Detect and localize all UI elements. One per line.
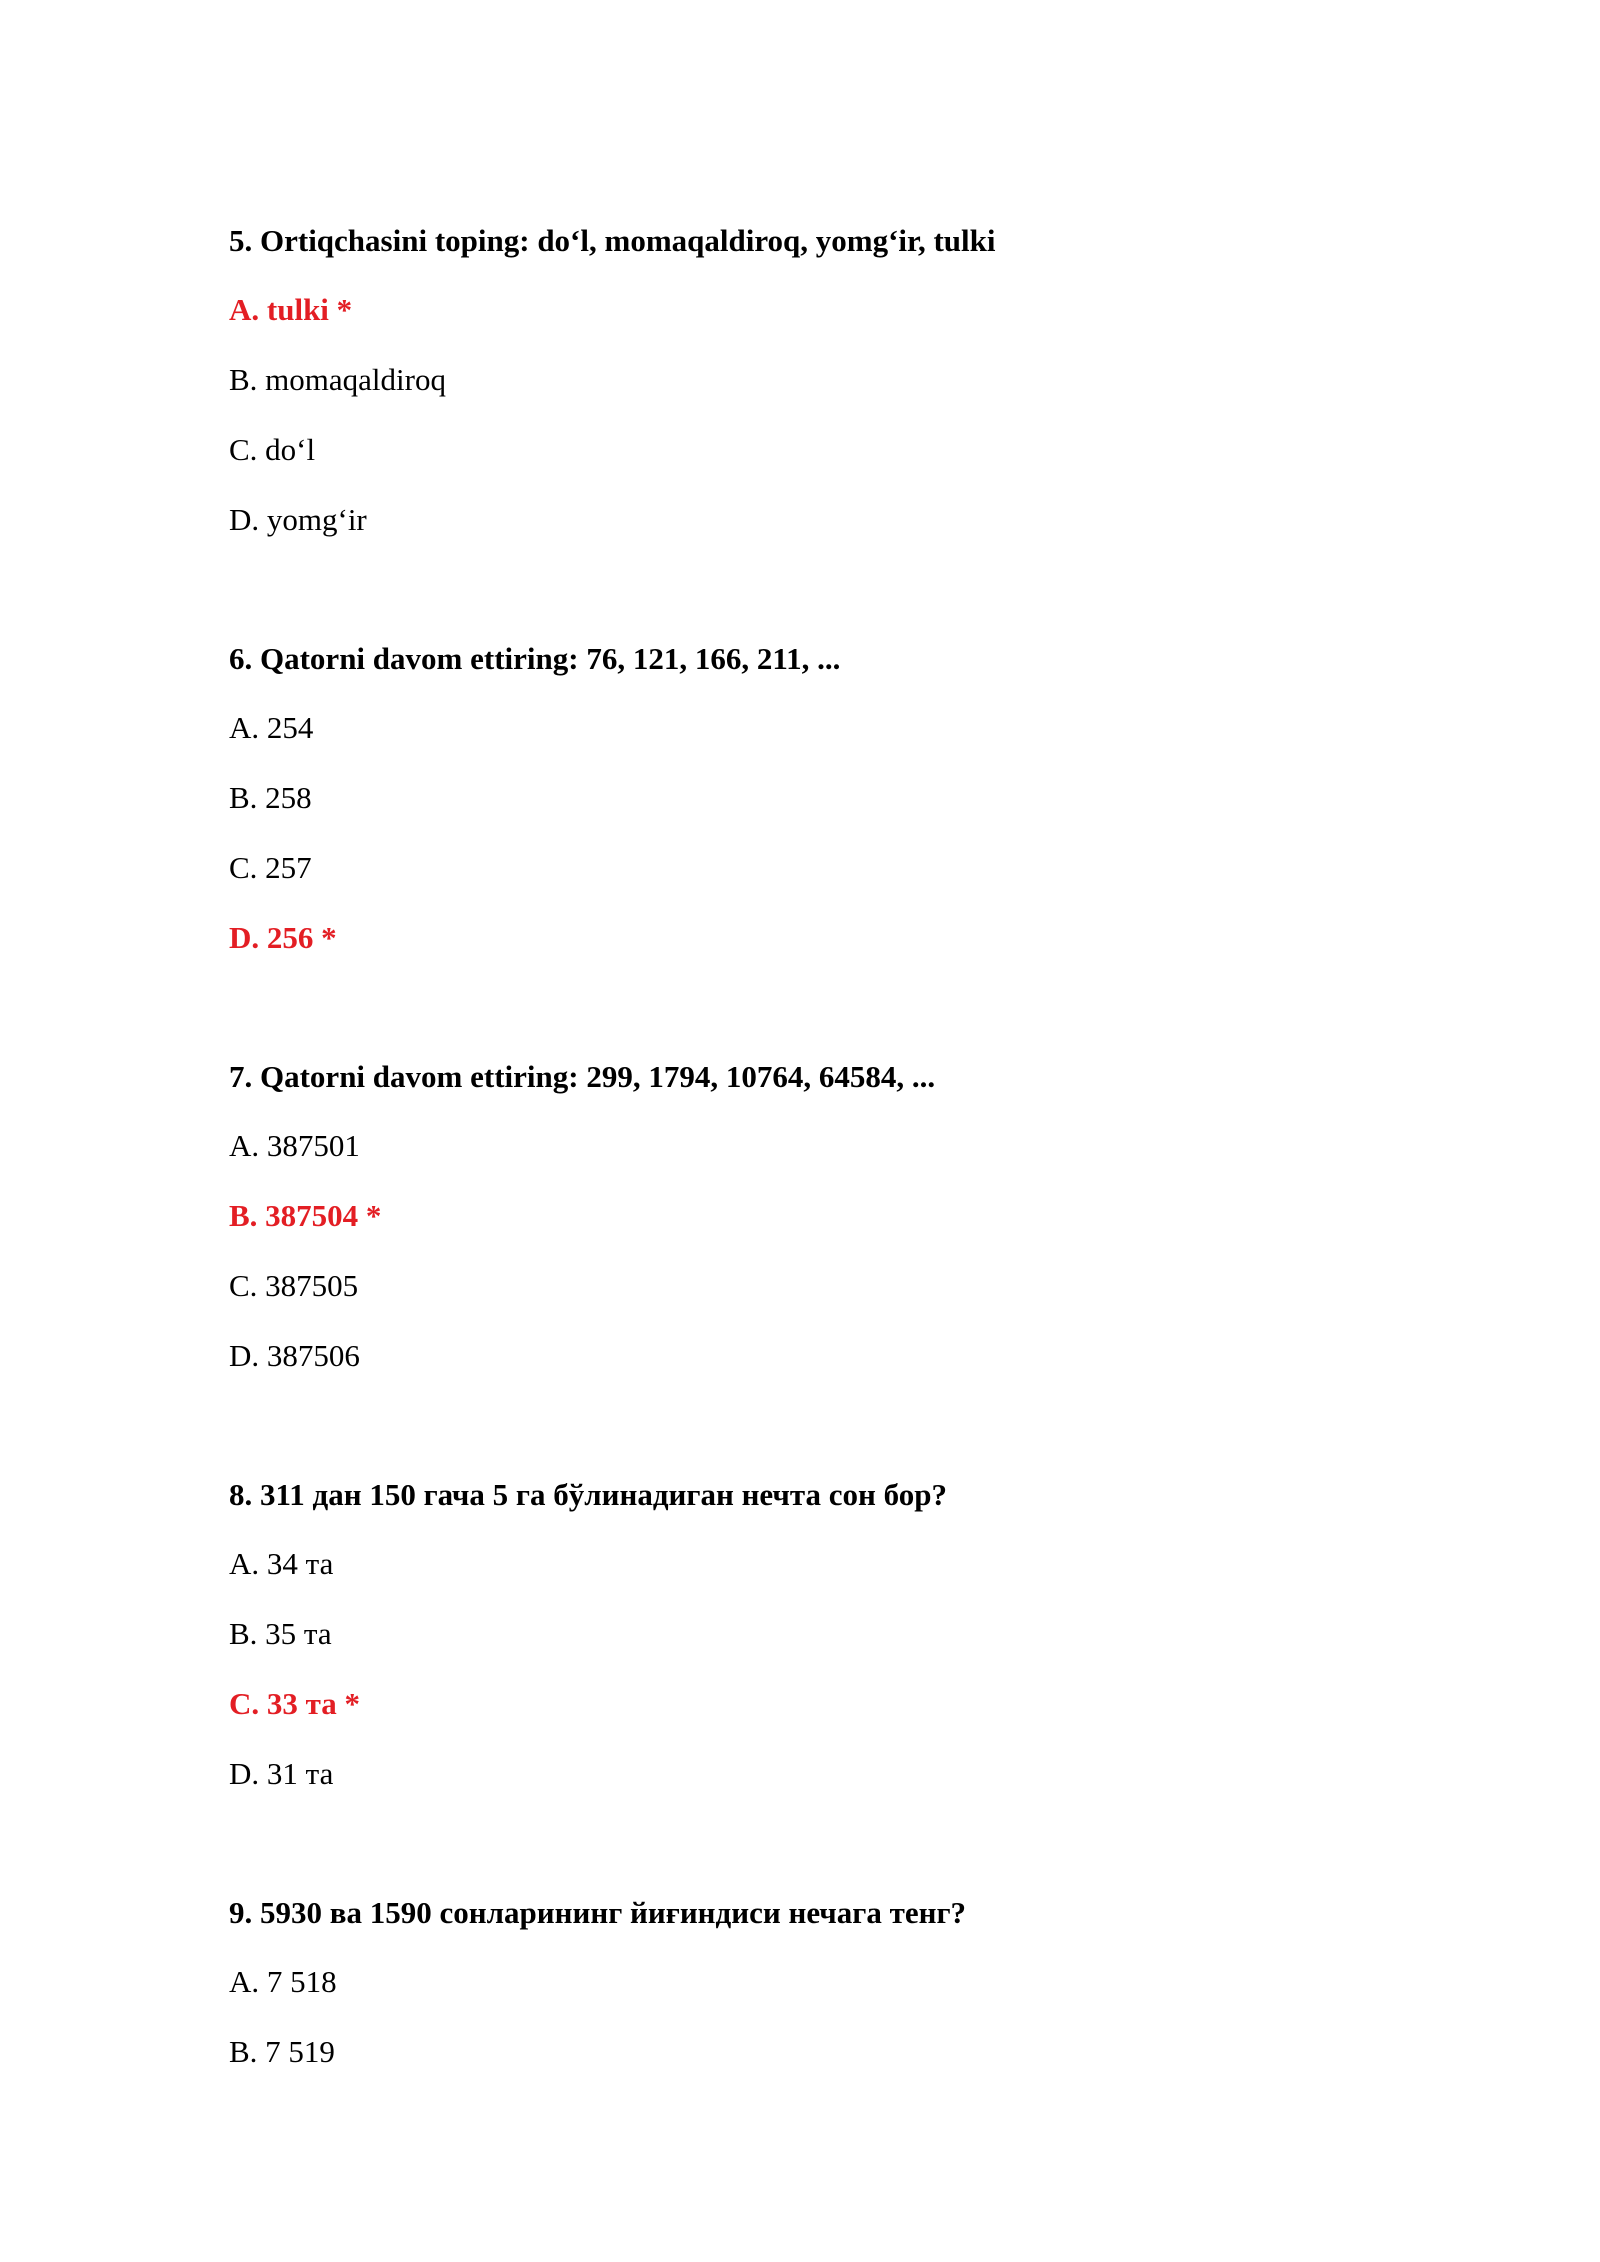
question-text: 8. 311 дан 150 гача 5 га бўлинадиган нечта сон бор? (229, 1477, 947, 1512)
option-d: D. 31 та (229, 1756, 334, 1791)
option-a: A. 254 (229, 710, 314, 745)
option-b-correct: B. 387504 * (229, 1198, 382, 1233)
question-block-9 (229, 1893, 1479, 2072)
option-c: C. 387505 (229, 1268, 359, 1303)
question-text: 6. Qatorni davom ettiring: 76, 121, 166, 211, ... (229, 641, 841, 676)
option-d: D. 387506 (229, 1338, 360, 1373)
option-d: D. yomg‘ir (229, 502, 367, 537)
question-text: 9. 5930 ва 1590 сонларининг йиғиндиси нечага тенг? (229, 1895, 967, 1930)
option-a: A. 34 та (229, 1546, 334, 1581)
option-b: B. momaqaldiroq (229, 362, 446, 397)
option-c: C. 257 (229, 850, 312, 885)
question-block-6 (229, 639, 1479, 958)
option-b: B. 35 та (229, 1616, 332, 1651)
option-a-correct: A. tulki * (229, 292, 353, 327)
question-text: 7. Qatorni davom ettiring: 299, 1794, 10764, 64584, ... (229, 1059, 936, 1094)
option-a: A. 7 518 (229, 1964, 337, 1999)
option-b: B. 7 519 (229, 2034, 335, 2069)
question-block-8 (229, 1475, 1479, 1794)
option-c: C. do‘l (229, 432, 316, 467)
option-c-correct: C. 33 та * (229, 1686, 360, 1721)
question-block-5 (229, 221, 1479, 540)
option-b: B. 258 (229, 780, 312, 815)
option-d-correct: D. 256 * (229, 920, 337, 955)
question-block-7 (229, 1057, 1479, 1376)
option-a: A. 387501 (229, 1128, 360, 1163)
question-text: 5. Ortiqchasini toping: do‘l, momaqaldiroq, yomg‘ir, tulki (229, 223, 996, 258)
